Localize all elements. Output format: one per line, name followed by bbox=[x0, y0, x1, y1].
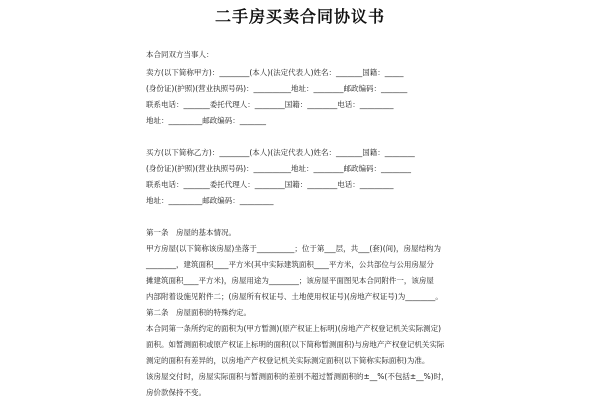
seller-line-2: (身份证)(护照)(营业执照号码)：__________地址：________邮政编码：_______ bbox=[146, 84, 408, 93]
seller-line-1: 卖方(以下简称甲方)：________(本人)(法定代表人)姓名：_______国籍：_____ bbox=[146, 68, 404, 77]
article-2-line-5: 房价款保持不变。 bbox=[146, 388, 206, 397]
article-1-heading: 第一条 房屋的基本情况。 bbox=[146, 228, 236, 237]
article-2-line-1: 本合同第一条所约定的面积为(甲方暂测)(原产权证上标明)(房地产产权登记机关实际测定) bbox=[146, 324, 442, 333]
buyer-line-1: 买方(以下简称乙方)：________(本人)(法定代表人)姓名：_______国籍：________ bbox=[146, 148, 415, 157]
intro-text: 本合同双方当事人： bbox=[146, 50, 214, 59]
document-title: 二手房买卖合同协议书 bbox=[214, 7, 385, 26]
seller-line-4: 地址：_________邮政编码：_______ bbox=[146, 116, 266, 125]
article-1-line-3: 摊建筑面积____平方米)，房屋用途为________；该房屋平面图见本合同附件一，该房屋 bbox=[146, 276, 434, 285]
buyer-line-4: 地址：_________邮政编码：_________ bbox=[146, 196, 274, 205]
article-1-line-2: ________，建筑面积____平方米(其中实际建筑面积____平方米，公共部位与公用房屋分 bbox=[146, 260, 434, 269]
seller-line-3: 联系电话：_______委托代理人：________国籍：________电话：_________ bbox=[146, 100, 394, 109]
article-2-line-3: 测定的面积有差异的，以房地产产权登记机关实际测定面积(以下简称实际面积)为准。 bbox=[146, 356, 430, 365]
article-2-line-2: 面积。如暂测面积或原产权证上标明的面积(以下简称暂测面积)与房地产产权登记机关实际 bbox=[146, 340, 445, 349]
article-2-line-4: 该房屋交付时，房屋实际面积与暂测面积的差别不超过暂测面积的±__%(不包括±__%)时， bbox=[146, 372, 449, 381]
article-1-line-4: 内部附着设施见附件二；(房屋所有权证号、土地使用权证号)(房地产权证号)为________。 bbox=[146, 292, 443, 301]
buyer-line-2: (身份证)(护照)(营业执照号码)：__________地址：________邮政编码：________ bbox=[146, 164, 412, 173]
buyer-line-3: 联系电话：_______委托代理人：________国籍：________电话：_________ bbox=[146, 180, 394, 189]
article-1-line-1: 甲方房屋(以下简称该房屋)坐落于__________；位于第___层，共___(套)(间)，房屋结构为 bbox=[146, 244, 442, 253]
article-2-heading: 第二条 房屋面积的特殊约定。 bbox=[146, 308, 251, 317]
